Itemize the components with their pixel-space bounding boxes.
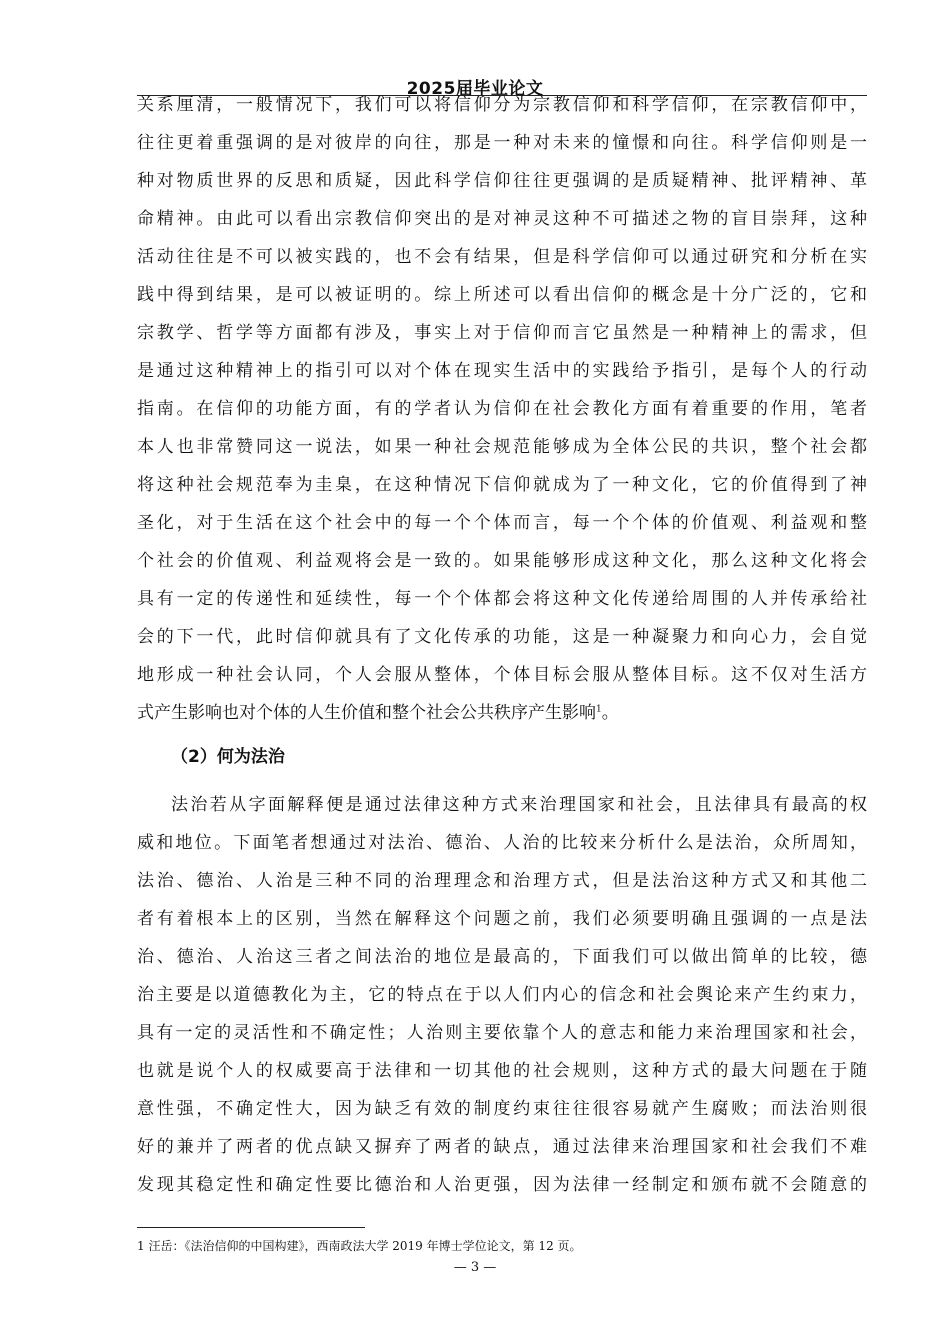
paragraph-line: 法治、德治、人治是三种不同的治理理念和治理方式，但是法治这种方式又和其他二 [137,871,867,891]
paragraph-line: 治、德治、人治这三者之间法治的地位是最高的，下面我们可以做出简单的比较，德 [137,947,867,967]
paragraph-line: 活动往往是不可以被实践的，也不会有结果，但是科学信仰可以通过研究和分析在实 [137,247,867,267]
paragraph-line-last [137,703,867,723]
paragraph-line: 地形成一种社会认同，个人会服从整体，个体目标会服从整体目标。这不仅对生活方 [137,665,867,685]
paragraph-line: 圣化，对于生活在这个社会中的每一个个体而言，每一个个体的价值观、利益观和整 [137,513,867,533]
paragraph-line: 治主要是以道德教化为主，它的特点在于以人们内心的信念和社会舆论来产生约束力， [137,985,867,1005]
paragraph-line: 宗教学、哲学等方面都有涉及，事实上对于信仰而言它虽然是一种精神上的需求，但 [137,323,867,343]
footnote-divider [137,1227,365,1228]
paragraph-line: 践中得到结果，是可以被证明的。综上所述可以看出信仰的概念是十分广泛的，它和 [137,285,867,305]
paragraph-line: 指南。在信仰的功能方面，有的学者认为信仰在社会教化方面有着重要的作用，笔者 [137,399,867,419]
paragraph-line: 法治若从字面解释便是通过法律这种方式来治理国家和社会，且法律具有最高的权 [171,795,867,815]
paragraph-line: 也就是说个人的权威要高于法律和一切其他的社会规则，这种方式的最大问题在于随 [137,1061,867,1081]
paragraph-end-punct: 。 [601,703,619,723]
paragraph-line: 种对物质世界的反思和质疑，因此科学信仰往往更强调的是质疑精神、批评精神、革 [137,171,867,191]
paragraph-line: 具有一定的灵活性和不确定性；人治则主要依靠个人的意志和能力来治理国家和社会， [137,1023,867,1043]
paragraph-line: 关系厘清，一般情况下，我们可以将信仰分为宗教信仰和科学信仰，在宗教信仰中， [137,95,867,115]
footnote-text: 1 汪岳：《法治信仰的中国构建》，西南政法大学 2019 年博士学位论文，第 12 页。 [137,1239,582,1253]
paragraph-line: 个社会的价值观、利益观将会是一致的。如果能够形成这种文化，那么这种文化将会 [137,551,867,571]
paragraph-line: 威和地位。下面笔者想通过对法治、德治、人治的比较来分析什么是法治，众所周知， [137,833,867,853]
paragraph-line: 者有着根本上的区别，当然在解释这个问题之前，我们必须要明确且强调的一点是法 [137,909,867,929]
paragraph-line: 往往更着重强调的是对彼岸的向往，那是一种对未来的憧憬和向往。科学信仰则是一 [137,133,867,153]
paragraph-line: 意性强，不确定性大，因为缺乏有效的制度约束往往很容易就产生腐败；而法治则很 [137,1099,867,1119]
paragraph-line: 发现其稳定性和确定性要比德治和人治更强，因为法律一经制定和颁布就不会随意的 [137,1175,867,1195]
paragraph-line: 命精神。由此可以看出宗教信仰突出的是对神灵这种不可描述之物的盲目崇拜，这种 [137,209,867,229]
paragraph-line-text: 式产生影响也对个体的人生价值和整个社会公共秩序产生影响 [137,703,596,723]
paragraph-line: 好的兼并了两者的优点缺又摒弃了两者的缺点，通过法律来治理国家和社会我们不难 [137,1137,867,1157]
page-number: — 3 — [453,1260,497,1275]
paragraph-line: 将这种社会规范奉为圭臬，在这种情况下信仰就成为了一种文化，它的价值得到了神 [137,475,867,495]
paragraph-line: 会的下一代，此时信仰就具有了文化传承的功能，这是一种凝聚力和向心力，会自觉 [137,627,867,647]
running-header-title: 2025届毕业论文 [406,79,544,99]
footnote-reference[interactable]: 1 [596,704,602,715]
paragraph-line: 是通过这种精神上的指引可以对个体在现实生活中的实践给予指引，是每个人的行动 [137,361,867,381]
paragraph-line: 本人也非常赞同这一说法，如果一种社会规范能够成为全体公民的共识，整个社会都 [137,437,867,457]
section-heading: （2）何为法治 [171,747,285,767]
paragraph-line: 具有一定的传递性和延续性，每一个个体都会将这种文化传递给周围的人并传承给社 [137,589,867,609]
